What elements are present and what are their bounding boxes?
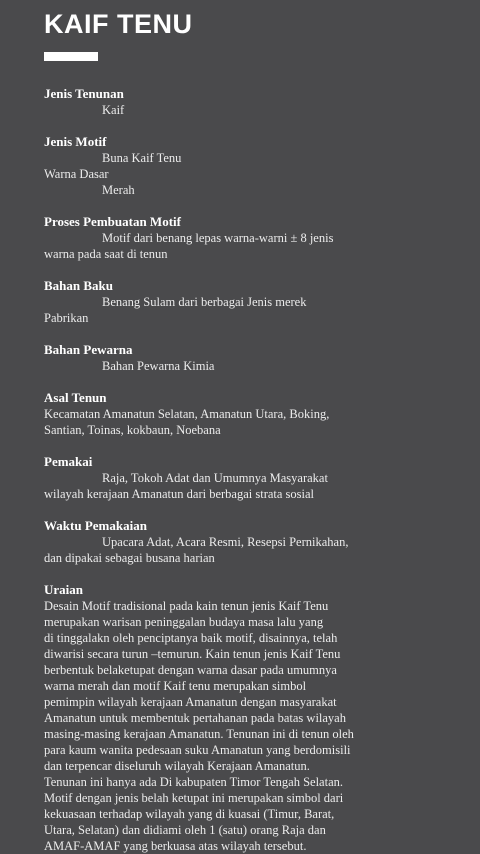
page-title: KAIF TENU	[44, 9, 193, 39]
section-bahan-baku	[44, 277, 460, 326]
section-text-line: Kecamatan Amanatun Selatan, Amanatun Utara, Boking,	[44, 407, 330, 421]
paragraph-line: berbentuk belaketupat dengan warna dasar pada umumnya	[44, 663, 337, 677]
section-text-line: Merah	[102, 183, 135, 197]
section-heading: Bahan Baku	[44, 278, 114, 293]
section-pemakai	[44, 453, 460, 502]
paragraph-line: para kaum wanita pedesaan suku Amanatun yang berdomisili	[44, 743, 351, 757]
paragraph-line: Motif dengan jenis belah ketupat ini merupakan simbol dari	[44, 791, 344, 805]
section-text-line: Warna Dasar	[44, 167, 109, 181]
section-text-line: Bahan Pewarna Kimia	[102, 359, 215, 373]
section-heading: Jenis Motif	[44, 134, 107, 149]
paragraph-line: Utara, Selatan) dan didiami oleh 1 (satu) orang Raja dan	[44, 823, 326, 837]
paragraph-line: kekuasaan terhadap wilayah yang di kuasai (Timur, Barat,	[44, 807, 335, 821]
paragraph-line: Tenunan ini hanya ada Di kabupaten Timor Tengah Selatan.	[44, 775, 343, 789]
section-asal-tenun	[44, 389, 460, 438]
section-heading: Uraian	[44, 582, 83, 597]
section-text-line: Benang Sulam dari berbagai Jenis merek	[102, 295, 307, 309]
section-text-line: dan dipakai sebagai busana harian	[44, 551, 215, 565]
paragraph-line: di tinggalakn oleh penciptanya baik motif, disainnya, telah	[44, 631, 338, 645]
section-text-line: Raja, Tokoh Adat dan Umumnya Masyarakat	[102, 471, 328, 485]
paragraph-line: Amanatun untuk membentuk pertahanan pada batas wilayah	[44, 711, 346, 725]
section-text-line: wilayah kerajaan Amanatun dari berbagai strata sosial	[44, 487, 315, 501]
section-heading: Proses Pembuatan Motif	[44, 214, 181, 229]
section-heading: Asal Tenun	[44, 390, 107, 405]
section-heading: Bahan Pewarna	[44, 342, 133, 357]
section-heading: Jenis Tenunan	[44, 86, 124, 101]
section-text-line: Santian, Toinas, kokbaun, Noebana	[44, 423, 221, 437]
paragraph-line: AMAF-AMAF yang berkuasa atas wilayah tersebut.	[44, 839, 307, 853]
section-text-line: Motif dari benang lepas warna-warni ± 8 jenis	[102, 231, 334, 245]
section-jenis-tenunan	[44, 85, 460, 118]
section-heading: Pemakai	[44, 454, 93, 469]
section-uraian	[44, 581, 460, 854]
paragraph-line: merupakan warisan peninggalan budaya masa lalu yang	[44, 615, 324, 629]
section-heading: Waktu Pemakaian	[44, 518, 147, 533]
section-text-line: Pabrikan	[44, 311, 89, 325]
section-bahan-pewarna	[44, 341, 460, 374]
section-text-line: Kaif	[102, 103, 125, 117]
paragraph-line: diwarisi secara turun –temurun. Kain tenun jenis Kaif Tenu	[44, 647, 341, 661]
section-jenis-motif	[44, 133, 460, 198]
paragraph-line: masing-masing kerajaan Amanatun. Tenunan ini di tenun oleh	[44, 727, 354, 741]
section-text-line: Upacara Adat, Acara Resmi, Resepsi Pernikahan,	[102, 535, 349, 549]
section-waktu-pemakaian	[44, 517, 460, 566]
title-underline-bar	[44, 52, 98, 61]
paragraph-line: pemimpin wilayah kerajaan Amanatun dengan masyarakat	[44, 695, 337, 709]
paragraph-line: Desain Motif tradisional pada kain tenun jenis Kaif Tenu	[44, 599, 329, 613]
paragraph-line: dan terpencar diseluruh wilayah Kerajaan Amanatun.	[44, 759, 310, 773]
paragraph-line: warna merah dan motif Kaif tenu merupakan simbol	[44, 679, 307, 693]
section-text-line: Buna Kaif Tenu	[102, 151, 182, 165]
uraian-paragraph	[44, 598, 460, 854]
section-proses-pembuatan-motif	[44, 213, 460, 262]
section-text-line: warna pada saat di tenun	[44, 247, 168, 261]
